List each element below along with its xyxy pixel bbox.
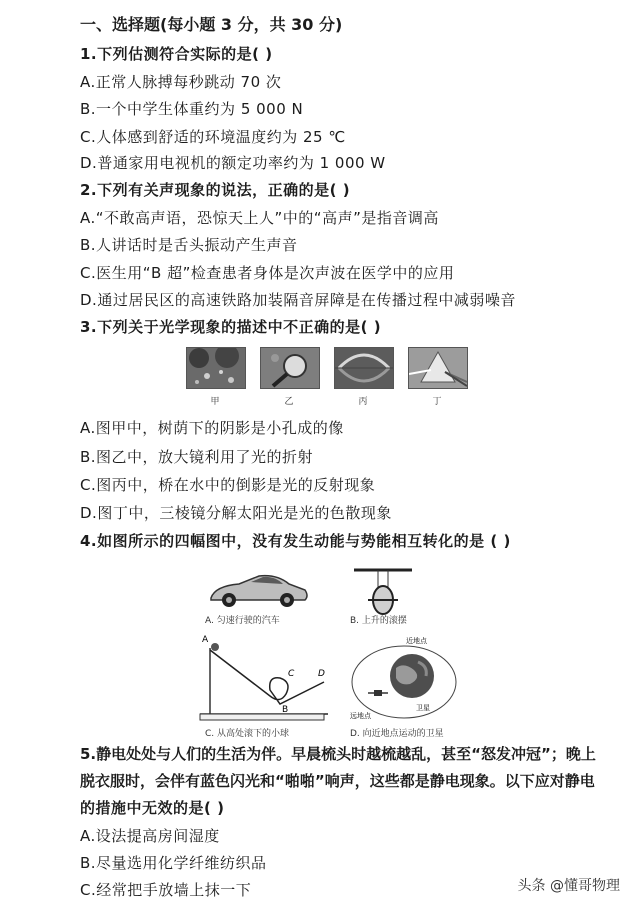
q4-caption-b: B. 上升的滚摆: [350, 616, 407, 626]
q3-label-bing: 丙: [358, 397, 368, 407]
q2-option-c: C.医生用“B 超”检查患者身体是次声波在医学中的应用: [80, 264, 455, 282]
q3-label-jia: 甲: [210, 397, 220, 407]
q1-option-d: D.普通家用电视机的额定功率约为 1 000 W: [80, 154, 386, 172]
q5-line-1: 5.静电处处与人们的生活为伴。早晨梳头时越梳越乱，甚至“怒发冲冠”；晚上: [80, 745, 596, 763]
q3-photo-yi: [260, 347, 320, 389]
section-title: 一、选择题(每小题 3 分，共 30 分): [80, 15, 343, 34]
near-point-label: 近地点: [406, 637, 427, 645]
q5-line-3: 的措施中无效的是( ): [80, 799, 225, 817]
q4-caption-c: C. 从高处滚下的小球: [205, 729, 290, 739]
q3-photo-jia: [186, 347, 246, 389]
q1-stem: 1.下列估测符合实际的是( ): [80, 45, 273, 63]
q5-option-c: C.经常把手放墙上抹一下: [80, 881, 252, 899]
q3-option-a: A.图甲中，树荫下的阴影是小孔成的像: [80, 419, 344, 437]
q5-option-a: A.设法提高房间湿度: [80, 827, 220, 845]
q2-option-d: D.通过居民区的高速铁路加装隔音屏障是在传播过程中减弱噪音: [80, 291, 516, 309]
magnifier-image: [261, 348, 319, 388]
q3-option-d: D.图丁中，三棱镜分解太阳光是光的色散现象: [80, 504, 392, 522]
source-watermark: 头条 @懂哥物理: [517, 878, 620, 894]
tree-shade-image: [187, 348, 245, 388]
car-figure: [205, 568, 310, 610]
q3-stem: 3.下列关于光学现象的描述中不正确的是( ): [80, 318, 382, 336]
point-b-label: B: [282, 705, 289, 715]
prism-image: [409, 348, 467, 388]
q1-option-b: B.一个中学生体重约为 5 000 N: [80, 100, 304, 118]
q3-label-yi: 乙: [284, 397, 294, 407]
point-c-label: C: [288, 669, 295, 679]
q2-stem: 2.下列有关声现象的说法，正确的是( ): [80, 181, 351, 199]
satellite-label: 卫星: [416, 704, 430, 712]
q2-option-b: B.人讲话时是舌头振动产生声音: [80, 236, 298, 254]
bridge-reflection-image: [335, 348, 393, 388]
maxwell-wheel-figure: [348, 566, 418, 616]
q1-option-a: A.正常人脉搏每秒跳动 70 次: [80, 73, 282, 91]
q4-stem: 4.如图所示的四幅图中，没有发生动能与势能相互转化的是 ( ): [80, 532, 511, 550]
q3-option-b: B.图乙中，放大镜利用了光的折射: [80, 448, 314, 466]
q1-option-c: C.人体感到舒适的环境温度约为 25 ℃: [80, 128, 346, 146]
point-a-label: A: [202, 635, 209, 645]
q4-caption-a: A. 匀速行驶的汽车: [205, 616, 280, 626]
q3-photo-ding: [408, 347, 468, 389]
q5-option-b: B.尽量选用化学纤维纺织品: [80, 854, 267, 872]
q4-caption-d: D. 向近地点运动的卫星: [350, 729, 444, 739]
far-point-label: 远地点: [350, 712, 371, 720]
q3-label-ding: 丁: [432, 397, 442, 407]
q3-photo-bing: [334, 347, 394, 389]
satellite-orbit-figure: [344, 632, 464, 724]
q3-figure-row: [186, 347, 466, 405]
point-d-label: D: [318, 669, 325, 679]
ball-track-figure: [196, 632, 332, 724]
q3-option-c: C.图丙中，桥在水中的倒影是光的反射现象: [80, 476, 376, 494]
q2-option-a: A.“不敢高声语，恐惊天上人”中的“高声”是指音调高: [80, 209, 439, 227]
q5-line-2: 脱衣服时，会伴有蓝色闪光和“啪啪”响声，这些都是静电现象。以下应对静电: [80, 772, 595, 790]
